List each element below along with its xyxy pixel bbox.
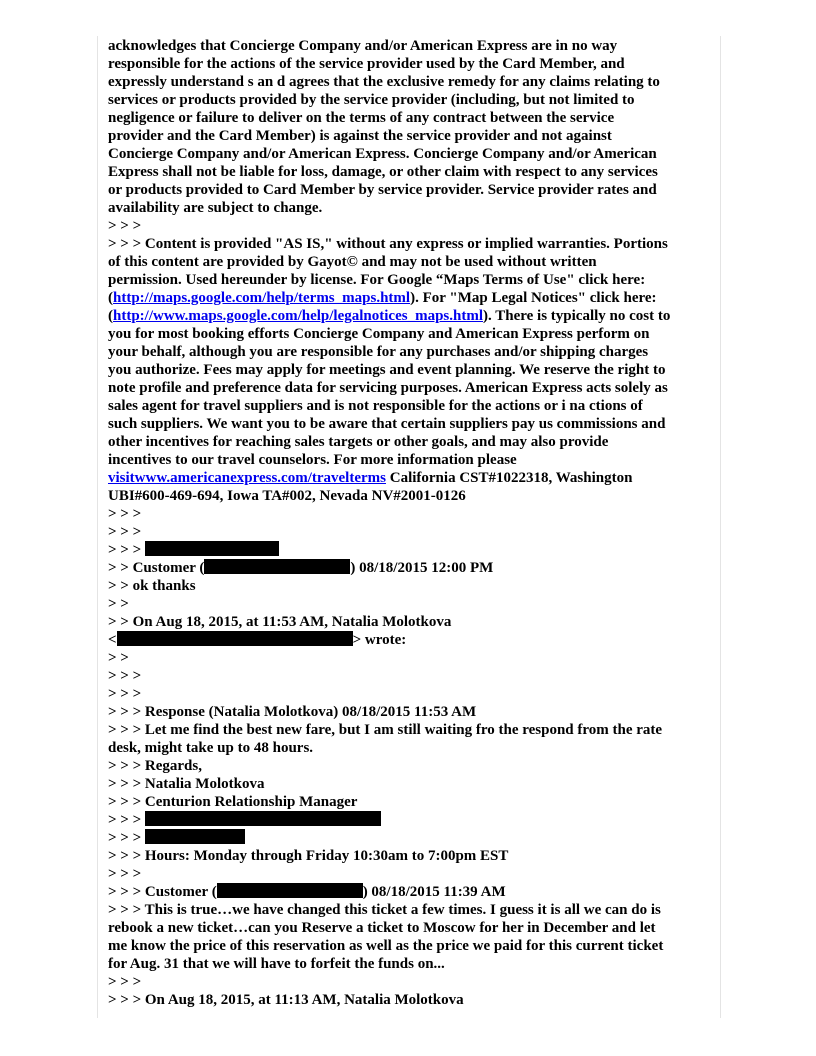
customer-header: > > Customer ( ) 08/18/2015 12:00 PM <box>108 560 494 576</box>
quote-marker: > > > <box>108 668 142 684</box>
redaction-bar <box>145 811 381 826</box>
message-line: for Aug. 31 that we will have to forfeit the funds on... <box>108 956 445 972</box>
quote-marker: > > > <box>108 218 142 234</box>
disclaimer-line: Express shall not be liable for loss, damage, or other claim with respect to any services <box>108 164 658 180</box>
travelterms-link[interactable]: visitwww.americanexpress.com/travelterms <box>108 470 386 486</box>
signature-line: > > > Natalia Molotkova <box>108 776 265 792</box>
redaction-bar <box>145 829 245 844</box>
redacted-line: > > > <box>108 541 708 559</box>
travelterms-line: visitwww.americanexpress.com/travelterms California CST#1022318, Washington <box>108 470 633 486</box>
redacted-line: > > > <box>108 829 708 847</box>
content-notice-line: UBI#600-469-694, Iowa TA#002, Nevada NV#2001-0126 <box>108 488 466 504</box>
content-notice-line: sales agent for travel suppliers and is not responsible for the actions or i na ctions of <box>108 398 643 414</box>
signature-line: > > > Regards, <box>108 758 202 774</box>
maps-links-line: (http://www.maps.google.com/help/legalnotices_maps.html). There is typically no cost to <box>108 308 671 324</box>
content-notice-line: incentives to our travel counselors. For more information please <box>108 452 517 468</box>
content-notice-line: of this content are provided by Gayot© and may not be used without written <box>108 254 597 270</box>
maps-legal-notices-link[interactable]: http://www.maps.google.com/help/legalnotices_maps.html <box>113 308 483 324</box>
quote-marker: > > > <box>108 686 142 702</box>
quote-marker: > > <box>108 650 129 666</box>
disclaimer-line: Concierge Company and/or American Express. Concierge Company and/or American <box>108 146 657 162</box>
reply-header: > > > On Aug 18, 2015, at 11:13 AM, Natalia Molotkova <box>108 992 464 1008</box>
disclaimer-line: availability are subject to change. <box>108 200 323 216</box>
redaction-bar <box>204 559 350 574</box>
content-notice-line: note profile and preference data for servicing purposes. American Express acts solely as <box>108 380 668 396</box>
quote-marker: > > > <box>108 524 142 540</box>
content-notice-line: permission. Used hereunder by license. For Google “Maps Terms of Use" click here: <box>108 272 646 288</box>
quote-marker: > > > <box>108 974 142 990</box>
customer-header: > > > Customer ( ) 08/18/2015 11:39 AM <box>108 884 506 900</box>
content-notice-line: you authorize. Fees may apply for meetings and event planning. We reserve the right to <box>108 362 666 378</box>
content-notice-line: such suppliers. We want you to be aware that certain suppliers pay us commissions and <box>108 416 666 432</box>
disclaimer-line: services or products provided by the service provider (including, but not limited to <box>108 92 635 108</box>
disclaimer-line: expressly understand s an d agrees that the exclusive remedy for any claims relating to <box>108 74 660 90</box>
message-line: > > > This is true…we have changed this ticket a few times. I guess it is all we can do is <box>108 902 661 918</box>
content-notice-line: other incentives for reaching sales targets or other goals, and may also provide <box>108 434 609 450</box>
reply-header: > > On Aug 18, 2015, at 11:53 AM, Natalia Molotkova <box>108 614 452 630</box>
message-line: > > ok thanks <box>108 578 196 594</box>
signature-line: > > > Hours: Monday through Friday 10:30am to 7:00pm EST <box>108 848 509 864</box>
email-body <box>108 37 708 1009</box>
quote-marker: > > > <box>108 506 142 522</box>
content-notice-line: > > > Content is provided "AS IS," without any express or implied warranties. Portions <box>108 236 668 252</box>
signature-line: > > > Centurion Relationship Manager <box>108 794 358 810</box>
redaction-bar <box>217 883 363 898</box>
quote-marker: > > <box>108 596 129 612</box>
redacted-line: > > > <box>108 811 708 829</box>
message-line: > > > Let me find the best new fare, but I am still waiting fro the respond from the rate <box>108 722 663 738</box>
response-header: > > > Response (Natalia Molotkova) 08/18/2015 11:53 AM <box>108 704 477 720</box>
maps-terms-link[interactable]: http://maps.google.com/help/terms_maps.html <box>113 290 411 306</box>
disclaimer-line: acknowledges that Concierge Company and/or American Express are in no way <box>108 38 618 54</box>
message-line: desk, might take up to 48 hours. <box>108 740 314 756</box>
quote-marker: > > > <box>108 866 142 882</box>
maps-links-line: (http://maps.google.com/help/terms_maps.html). For "Map Legal Notices" click here: <box>108 290 657 306</box>
content-notice-line: your behalf, although you are responsible for any purchases and/or shipping charges <box>108 344 649 360</box>
disclaimer-line: negligence or failure to deliver on the terms of any contract between the service <box>108 110 615 126</box>
content-notice-line: you for most booking efforts Concierge Company and American Express perform on <box>108 326 650 342</box>
redaction-bar <box>145 541 279 556</box>
redaction-bar <box>117 631 353 646</box>
message-line: me know the price of this reservation as well as the price we paid for this current ticket <box>108 938 664 954</box>
disclaimer-line: provider and the Card Member) is against the service provider and not against <box>108 128 612 144</box>
disclaimer-line: or products provided to Card Member by service provider. Service provider rates and <box>108 182 657 198</box>
message-line: rebook a new ticket…can you Reserve a ticket to Moscow for her in December and let <box>108 920 656 936</box>
reply-header-email: < > wrote: <box>108 632 407 648</box>
disclaimer-line: responsible for the actions of the service provider used by the Card Member, and <box>108 56 625 72</box>
